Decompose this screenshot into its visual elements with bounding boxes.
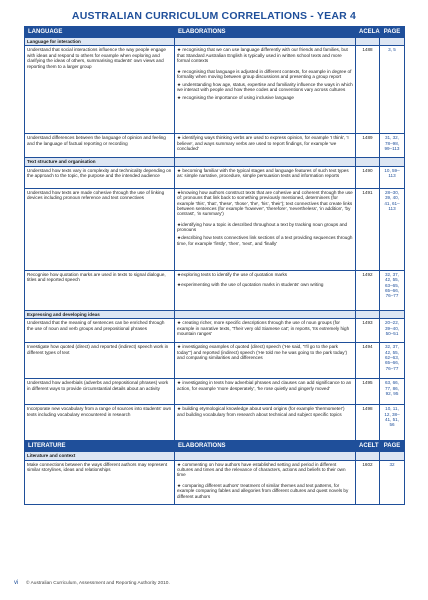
elaboration: ★identifying how a topic is described throughout a text by tracking noun groups and pronouns — [177, 221, 348, 233]
page-cell: 32 — [380, 460, 405, 504]
elaboration: ★ identifying ways thinking verbs are used to express opinion, for example 'I think', 'I believe', and ways summary verbs are used to report findings, for example 'we concluded' — [177, 135, 349, 152]
elaboration: ★experimenting with the use of quotation marks in students' own writing — [177, 282, 324, 288]
outcome-description: Make connections between the ways different authors may represent similar storylines, ideas and relationships — [25, 460, 175, 504]
section-row — [25, 158, 405, 166]
table-header — [25, 27, 405, 38]
elaboration: ★ building etymological knowledge about word origins (for example 'thermometer') and building vocabulary from research about technical and subject specific topics — [177, 406, 345, 417]
outcome-description: Understand how texts are made cohesive through the use of linking devices including pronoun reference and text connectives — [25, 188, 175, 270]
code-cell: 1488 — [356, 46, 380, 134]
elaboration: ★ investigating in texts how adverbial phrases and clauses can add significance to an action, for example 'more desperately', 'he rose quietly and gingerly moved' — [177, 380, 352, 391]
elaboration: ★ creating richer, more specific descriptions through the use of noun groups (for example in narrative texts, 'Their very old Siamese cat'; in reports, 'Its extremely high mountain ranges' — [177, 320, 350, 337]
code-cell: 1490 — [356, 166, 380, 188]
elaboration: ★ becoming familiar with the typical stages and language features of such text types as: simple narrative, procedure, simple persuasion texts and information reports — [177, 167, 349, 179]
table-row — [25, 460, 405, 504]
outcome-description: Recognise how quotation marks are used in texts to signal dialogue, titles and reported speech — [25, 270, 175, 310]
table-row — [25, 166, 405, 188]
table-row — [25, 188, 405, 270]
outcome-description: Investigate how quoted (direct) and reported (indirect) speech work in different types of text — [25, 343, 175, 379]
page-cell: 20–22, 39–40, 50–51 — [380, 319, 405, 343]
elaborations-cell — [175, 319, 356, 343]
section-row — [25, 452, 405, 460]
outcome-description: Incorporate new vocabulary from a range of sources into students' own texts including vocabulary encountered in research — [25, 405, 175, 441]
elaborations-cell — [175, 166, 356, 188]
literature-header — [25, 441, 405, 452]
elaboration: ★describing how texts connectives link sections of a text providing sequences through time, for example 'firstly', 'then', 'next', and 'finally' — [177, 235, 353, 246]
page-cell: 31, 32, 78–98, 99–113 — [380, 134, 405, 158]
code-cell: 1493 — [356, 319, 380, 343]
section-row — [25, 38, 405, 46]
elaboration: ★ recognising the importance of using inclusive language — [177, 95, 294, 101]
page-cell: 10, 11, 12, 38–41, 51, 56 — [380, 405, 405, 441]
code-cell: 1498 — [356, 405, 380, 441]
elaboration: ★ understanding how age, status, expertise and familiarity influence the ways in which we interact with people and how these codes and conventions vary across cultures — [177, 82, 353, 93]
outcome-description: Understand that the meaning of sentences can be enriched through the use of noun and verb groups and prepositional phrases — [25, 319, 175, 343]
header-language: LANGUAGE — [25, 27, 175, 38]
elaboration: ★knowing how authors construct texts that are cohesive and coherent through the use of: pronouns that link back to something previously mentioned, determiners (for example 'this', 'that', 'these', 'those', 'the', 'his', 'their'); text connectives that create links between sentences (for example 'however', 'therefore', 'nevertheless', 'in addition', 'by contrast', 'in summary') — [177, 189, 353, 217]
code-cell: 1495 — [356, 379, 380, 405]
elaborations-cell — [175, 134, 356, 158]
header-code: ACELA — [356, 27, 380, 38]
table-row — [25, 343, 405, 379]
page-cell: 32, 37, 42, 55, 63–65, 65–66, 76–77 — [380, 270, 405, 310]
header-literature: LITERATURE — [25, 441, 175, 452]
page-cell: 32, 37, 42, 55, 62–63, 65–66, 76–77 — [380, 343, 405, 379]
elaborations-cell — [175, 46, 356, 134]
footer — [14, 580, 170, 586]
elaboration: ★exploring texts to identify the use of quotation marks — [177, 271, 288, 277]
page-number: vi — [14, 580, 19, 586]
elaboration: ★ comparing different authors' treatment of similar themes and text patterns, for example comparing fables and allegories from different cultures and quest novels by different authors — [177, 482, 349, 499]
outcome-description: Understand how adverbials (adverbs and prepositional phrases) work in different ways to provide circumstantial details about an activity — [25, 379, 175, 405]
section-label: Language for interaction — [25, 38, 175, 46]
section-label: Text structure and organisation — [25, 158, 175, 166]
elaboration: ★ recognising that language is adjusted in different contexts, for example in degree of formality when moving between group discussions and presenting a group report — [177, 68, 352, 80]
elaborations-cell — [175, 405, 356, 441]
table-row — [25, 405, 405, 441]
table-row — [25, 46, 405, 134]
code-cell: 1491 — [356, 188, 380, 270]
elaboration: ★ recognising that we can use language differently with our friends and families, but that Standard Australian English is typically used in written school texts and more formal contexts — [177, 47, 348, 64]
code-cell: 1492 — [356, 270, 380, 310]
code-cell: 1489 — [356, 134, 380, 158]
header-page: PAGE — [380, 441, 405, 452]
code-cell: 1494 — [356, 343, 380, 379]
elaborations-cell — [175, 343, 356, 379]
header-elaborations: ELABORATIONS — [175, 441, 356, 452]
header-elaborations: ELABORATIONS — [175, 27, 356, 38]
elaborations-cell — [175, 460, 356, 504]
outcome-description: Understand differences between the language of opinion and feeling and the language of factual reporting or recording — [25, 134, 175, 158]
header-page: PAGE — [380, 27, 405, 38]
elaborations-cell — [175, 188, 356, 270]
copyright-notice: © Australian Curriculum, Assessment and Reporting Authority 2010. — [26, 581, 170, 586]
elaborations-cell — [175, 270, 356, 310]
section-label: Literature and context — [25, 452, 175, 460]
page-cell: 10, 59–113 — [380, 166, 405, 188]
section-row — [25, 310, 405, 318]
elaboration: ★ commenting on how authors have established setting and period in different cultures and times and the relevance of characters, actions and beliefs to their own time — [177, 461, 346, 478]
elaboration: ★ investigating examples of quoted (direct) speech ('He said, "I'll go to the park today"') and reported (indirect) speech ('He told me he was going to the park today') and comparing similarities and differences — [177, 344, 347, 361]
table-row — [25, 134, 405, 158]
code-cell: 1602 — [356, 460, 380, 504]
table-row — [25, 379, 405, 405]
page-cell: 3, 5 — [380, 46, 405, 134]
outcome-description: Understand how texts vary in complexity and technicality depending on the approach to the topic, the purpose and the intended audience — [25, 166, 175, 188]
elaborations-cell — [175, 379, 356, 405]
table-row — [25, 319, 405, 343]
page-cell: 28–30, 39, 40, 41, 61–113 — [380, 188, 405, 270]
page-title: AUSTRALIAN CURRICULUM CORRELATIONS - YEAR 4 — [71, 10, 357, 22]
page-cell: 63, 66, 77, 86, 92, 95 — [380, 379, 405, 405]
table-row — [25, 270, 405, 310]
outcome-description: Understand that social interactions influence the way people engage with ideas and respond to others for example when exploring and clarifying the ideas of others, summarising students' own views and reporting them to a larger group — [25, 46, 175, 134]
correlation-table — [24, 26, 405, 505]
section-label: Expressing and developing ideas — [25, 310, 175, 318]
header-code: ACELT — [356, 441, 380, 452]
